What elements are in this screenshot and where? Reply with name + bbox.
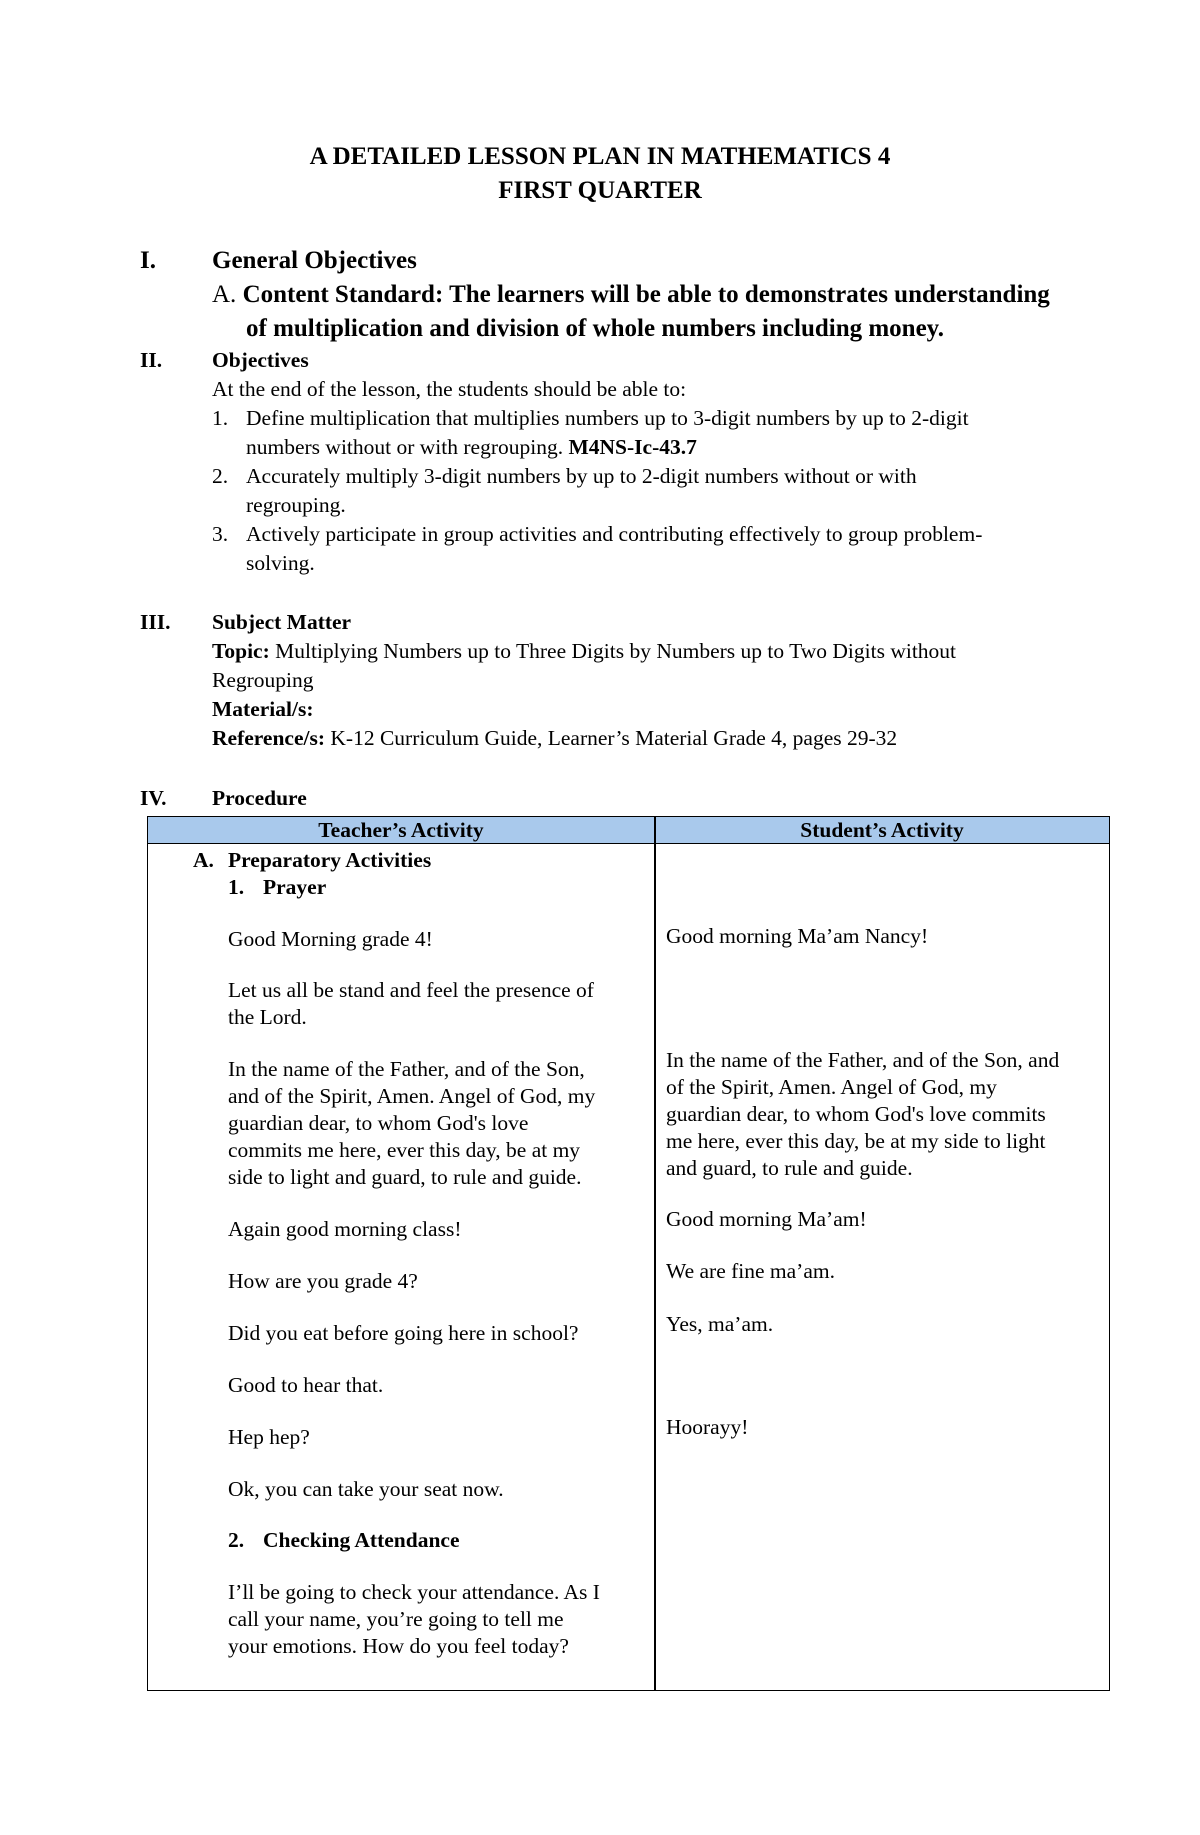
student-prayer-line-1: In the name of the Father, and of the Son, and bbox=[666, 1048, 1060, 1072]
teacher-attendance-line-3: your emotions. How do you feel today? bbox=[228, 1634, 569, 1658]
teacher-did-you-eat: Did you eat before going here in school? bbox=[228, 1321, 579, 1345]
topic-text-2: Regrouping bbox=[212, 668, 314, 692]
student-good-morning: Good morning Ma’am! bbox=[666, 1207, 867, 1231]
section-4-numeral: IV. bbox=[140, 786, 167, 810]
objective-1-line-1: Define multiplication that multiplies numbers up to 3-digit numbers by up to 2-digit bbox=[246, 406, 969, 430]
teacher-good-to-hear: Good to hear that. bbox=[228, 1373, 384, 1397]
document-title: A DETAILED LESSON PLAN IN MATHEMATICS 4 bbox=[309, 143, 891, 170]
teacher-prayer-line-1: In the name of the Father, and of the Son, bbox=[228, 1057, 585, 1081]
table-header-row bbox=[148, 817, 1109, 844]
objectives-intro: At the end of the lesson, the students should be able to: bbox=[212, 377, 687, 401]
teacher-prayer-line-3: guardian dear, to whom God's love bbox=[228, 1111, 529, 1135]
content-standard-letter: A. bbox=[212, 281, 237, 308]
section-1-heading: General Objectives bbox=[212, 247, 417, 274]
reference-label: Reference/s: bbox=[212, 726, 326, 750]
objective-1-text: numbers without or with regrouping. bbox=[246, 435, 569, 459]
teacher-again-greeting: Again good morning class! bbox=[228, 1217, 462, 1241]
topic-line-1 bbox=[212, 639, 956, 664]
student-prayer-line-2: of the Spirit, Amen. Angel of God, my bbox=[666, 1075, 997, 1099]
student-yes: Yes, ma’am. bbox=[666, 1312, 774, 1336]
competency-code: M4NS-Ic-43.7 bbox=[568, 435, 697, 459]
student-prayer-line-5: and guard, to rule and guide. bbox=[666, 1156, 913, 1180]
document-subtitle: FIRST QUARTER bbox=[498, 177, 702, 204]
attendance-title: Checking Attendance bbox=[263, 1528, 460, 1552]
teacher-how-are-you: How are you grade 4? bbox=[228, 1269, 418, 1293]
student-greeting: Good morning Ma’am Nancy! bbox=[666, 924, 929, 948]
objective-3-line-2: solving. bbox=[246, 551, 315, 575]
section-4-heading: Procedure bbox=[212, 786, 307, 810]
topic-text-1: Multiplying Numbers up to Three Digits by Numbers up to Two Digits without bbox=[269, 639, 957, 663]
prayer-num: 1. bbox=[228, 875, 245, 899]
objective-3-num: 3. bbox=[212, 522, 229, 546]
objective-3-line-1: Actively participate in group activities and contributing effectively to group problem- bbox=[246, 522, 983, 546]
teacher-prayer-line-4: commits me here, ever this day, be at my bbox=[228, 1138, 581, 1162]
reference-text: K-12 Curriculum Guide, Learner’s Material Grade 4, pages 29-32 bbox=[325, 726, 898, 750]
preparatory-letter: A. bbox=[193, 848, 214, 872]
student-hoorayy: Hoorayy! bbox=[666, 1415, 749, 1439]
section-2-numeral: II. bbox=[140, 348, 163, 372]
column-divider bbox=[654, 817, 656, 1690]
header-student-activity: Student’s Activity bbox=[800, 818, 964, 842]
content-standard-line-1 bbox=[212, 281, 1050, 309]
section-1-numeral: I. bbox=[140, 247, 156, 274]
content-standard-text-1: The learners will be able to demonstrates understanding bbox=[443, 281, 1050, 308]
objective-2-line-2: regrouping. bbox=[246, 493, 346, 517]
teacher-attendance-line-1: I’ll be going to check your attendance. As I bbox=[228, 1580, 600, 1604]
objective-2-num: 2. bbox=[212, 464, 229, 488]
reference-line bbox=[212, 726, 897, 751]
content-standard-text-2: of multiplication and division of whole numbers including money. bbox=[246, 315, 945, 342]
procedure-table bbox=[147, 816, 1110, 1691]
teacher-prayer-line-5: side to light and guard, to rule and guide. bbox=[228, 1165, 582, 1189]
teacher-hep-hep: Hep hep? bbox=[228, 1425, 310, 1449]
content-standard-label: Content Standard: bbox=[242, 281, 444, 308]
prayer-title: Prayer bbox=[263, 875, 327, 899]
section-3-heading: Subject Matter bbox=[212, 610, 352, 634]
topic-label: Topic: bbox=[212, 639, 270, 663]
student-fine: We are fine ma’am. bbox=[666, 1259, 835, 1283]
teacher-greeting: Good Morning grade 4! bbox=[228, 927, 433, 951]
teacher-take-seat: Ok, you can take your seat now. bbox=[228, 1477, 504, 1501]
objective-2-line-1: Accurately multiply 3-digit numbers by up to 2-digit numbers without or with bbox=[246, 464, 917, 488]
header-teacher-activity: Teacher’s Activity bbox=[318, 818, 484, 842]
student-prayer-line-4: me here, ever this day, be at my side to light bbox=[666, 1129, 1046, 1153]
teacher-stand-line-2: the Lord. bbox=[228, 1005, 307, 1029]
attendance-num: 2. bbox=[228, 1528, 245, 1552]
preparatory-title: Preparatory Activities bbox=[228, 848, 432, 872]
section-2-heading: Objectives bbox=[212, 348, 309, 372]
objective-1-num: 1. bbox=[212, 406, 229, 430]
teacher-attendance-line-2: call your name, you’re going to tell me bbox=[228, 1607, 564, 1631]
objective-1-line-2 bbox=[246, 435, 697, 460]
section-3-numeral: III. bbox=[140, 610, 171, 634]
student-prayer-line-3: guardian dear, to whom God's love commits bbox=[666, 1102, 1046, 1126]
teacher-stand-line-1: Let us all be stand and feel the presence of bbox=[228, 978, 594, 1002]
materials-label: Material/s: bbox=[212, 697, 314, 721]
teacher-prayer-line-2: and of the Spirit, Amen. Angel of God, my bbox=[228, 1084, 596, 1108]
